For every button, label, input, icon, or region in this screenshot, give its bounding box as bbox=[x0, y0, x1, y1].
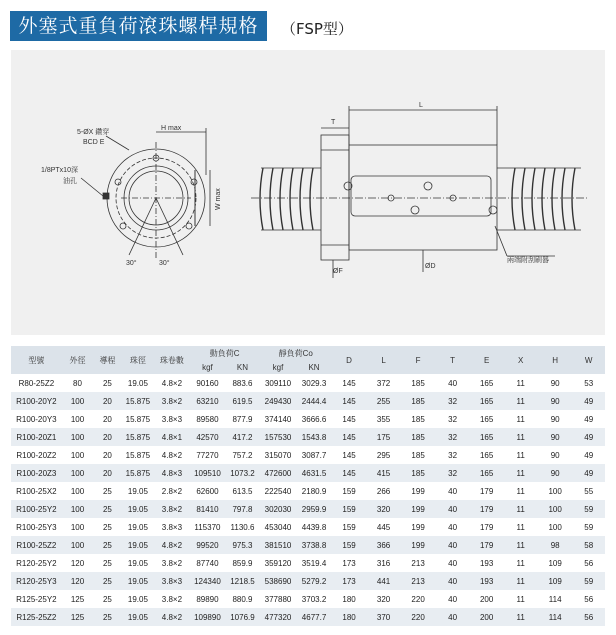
table-cell: 25 bbox=[93, 608, 121, 626]
table-cell: 11 bbox=[503, 608, 538, 626]
table-cell: 40 bbox=[435, 518, 470, 536]
label-angle-right: 30° bbox=[159, 260, 170, 267]
table-cell: 19.05 bbox=[122, 590, 154, 608]
table-cell: 222540 bbox=[260, 482, 297, 500]
table-cell: 49 bbox=[572, 428, 605, 446]
table-cell: 165 bbox=[470, 410, 504, 428]
table-cell: 5279.2 bbox=[296, 572, 332, 590]
table-cell: 374140 bbox=[260, 410, 297, 428]
table-cell: 975.3 bbox=[225, 536, 260, 554]
table-cell: 185 bbox=[401, 374, 436, 392]
table-cell: 19.05 bbox=[122, 572, 154, 590]
table-row bbox=[11, 464, 605, 482]
col-lead: 導程 bbox=[93, 346, 121, 374]
table-cell: 40 bbox=[435, 554, 470, 572]
table-row bbox=[11, 392, 605, 410]
table-cell: 157530 bbox=[260, 428, 297, 446]
table-cell: 220 bbox=[401, 608, 436, 626]
table-cell: 4631.5 bbox=[296, 464, 332, 482]
table-cell: 32 bbox=[435, 428, 470, 446]
col-h: H bbox=[538, 346, 573, 374]
table-cell: 883.6 bbox=[225, 374, 260, 392]
table-cell: 3519.4 bbox=[296, 554, 332, 572]
table-cell: R100-20Z2 bbox=[11, 446, 62, 464]
table-cell: 453040 bbox=[260, 518, 297, 536]
table-cell: 109 bbox=[538, 572, 573, 590]
col-od: 外徑 bbox=[62, 346, 93, 374]
table-cell: 120 bbox=[62, 554, 93, 572]
label-bcd: BCD E bbox=[83, 139, 105, 146]
spec-table-body bbox=[11, 374, 605, 626]
table-cell: 179 bbox=[470, 518, 504, 536]
table-cell: 77270 bbox=[190, 446, 226, 464]
col-f: F bbox=[401, 346, 436, 374]
table-cell: 165 bbox=[470, 464, 504, 482]
table-cell: 145 bbox=[332, 392, 367, 410]
table-cell: 185 bbox=[401, 464, 436, 482]
table-cell: 200 bbox=[470, 590, 504, 608]
table-cell: 32 bbox=[435, 392, 470, 410]
table-cell: 477320 bbox=[260, 608, 297, 626]
table-cell: 757.2 bbox=[225, 446, 260, 464]
table-cell: 19.05 bbox=[122, 518, 154, 536]
table-cell: 11 bbox=[503, 590, 538, 608]
table-cell: 125 bbox=[62, 590, 93, 608]
table-cell: 20 bbox=[93, 464, 121, 482]
col-stat-kn: KN bbox=[296, 360, 332, 374]
table-cell: 4.8×2 bbox=[154, 608, 190, 626]
table-cell: 199 bbox=[401, 482, 436, 500]
col-ball: 珠徑 bbox=[122, 346, 154, 374]
table-cell: 417.2 bbox=[225, 428, 260, 446]
table-cell: R125-25Y2 bbox=[11, 590, 62, 608]
table-cell: 199 bbox=[401, 518, 436, 536]
col-d: D bbox=[332, 346, 367, 374]
col-turns: 珠卷數 bbox=[154, 346, 190, 374]
table-cell: 99520 bbox=[190, 536, 226, 554]
table-cell: 199 bbox=[401, 500, 436, 518]
table-cell: 619.5 bbox=[225, 392, 260, 410]
table-cell: 355 bbox=[366, 410, 401, 428]
table-cell: 20 bbox=[93, 446, 121, 464]
col-dynamic-load: 動負荷C bbox=[190, 346, 260, 360]
table-cell: R100-25Y3 bbox=[11, 518, 62, 536]
table-cell: 11 bbox=[503, 446, 538, 464]
table-cell: 87740 bbox=[190, 554, 226, 572]
table-cell: 125 bbox=[62, 608, 93, 626]
table-cell: 80 bbox=[62, 374, 93, 392]
table-cell: 381510 bbox=[260, 536, 297, 554]
table-row bbox=[11, 590, 605, 608]
table-cell: 100 bbox=[62, 482, 93, 500]
label-wiper: 兩端附刮刷器 bbox=[507, 257, 549, 264]
table-cell: 49 bbox=[572, 392, 605, 410]
table-row bbox=[11, 482, 605, 500]
table-row bbox=[11, 536, 605, 554]
table-row bbox=[11, 428, 605, 446]
table-cell: 115370 bbox=[190, 518, 226, 536]
table-cell: 109 bbox=[538, 554, 573, 572]
table-cell: 4.8×3 bbox=[154, 464, 190, 482]
table-cell: 309110 bbox=[260, 374, 297, 392]
table-cell: 59 bbox=[572, 500, 605, 518]
table-row bbox=[11, 374, 605, 392]
table-cell: 193 bbox=[470, 554, 504, 572]
table-cell: 58 bbox=[572, 536, 605, 554]
table-cell: 3.8×2 bbox=[154, 590, 190, 608]
table-row bbox=[11, 608, 605, 626]
table-cell: 315070 bbox=[260, 446, 297, 464]
table-cell: 3.8×3 bbox=[154, 410, 190, 428]
table-cell: 100 bbox=[62, 518, 93, 536]
table-cell: 859.9 bbox=[225, 554, 260, 572]
table-cell: 15.875 bbox=[122, 392, 154, 410]
table-cell: 145 bbox=[332, 446, 367, 464]
spec-table-wrapper bbox=[11, 346, 605, 626]
table-cell: 3.8×3 bbox=[154, 518, 190, 536]
table-cell: 11 bbox=[503, 374, 538, 392]
table-cell: R125-25Z2 bbox=[11, 608, 62, 626]
table-cell: 4.8×2 bbox=[154, 446, 190, 464]
table-cell: 175 bbox=[366, 428, 401, 446]
table-cell: R100-25Z2 bbox=[11, 536, 62, 554]
label-oil-hole: 油孔 bbox=[63, 178, 77, 185]
col-model: 型號 bbox=[11, 346, 62, 374]
table-cell: 20 bbox=[93, 392, 121, 410]
col-x: X bbox=[503, 346, 538, 374]
table-cell: 19.05 bbox=[122, 374, 154, 392]
table-cell: 90 bbox=[538, 374, 573, 392]
label-wmax: W max bbox=[215, 188, 222, 210]
table-cell: 185 bbox=[401, 446, 436, 464]
table-cell: 11 bbox=[503, 518, 538, 536]
table-cell: 63210 bbox=[190, 392, 226, 410]
table-cell: 370 bbox=[366, 608, 401, 626]
table-cell: 3087.7 bbox=[296, 446, 332, 464]
table-cell: 11 bbox=[503, 392, 538, 410]
table-cell: 56 bbox=[572, 590, 605, 608]
label-hmax: H max bbox=[161, 125, 182, 132]
table-cell: 11 bbox=[503, 554, 538, 572]
table-cell: 3.8×3 bbox=[154, 572, 190, 590]
label-holes: 5-ØX 鑽穿 bbox=[77, 129, 110, 136]
table-row bbox=[11, 554, 605, 572]
table-cell: 4.8×1 bbox=[154, 428, 190, 446]
table-cell: 25 bbox=[93, 554, 121, 572]
table-cell: 40 bbox=[435, 500, 470, 518]
table-cell: 15.875 bbox=[122, 464, 154, 482]
col-l: L bbox=[366, 346, 401, 374]
table-cell: 25 bbox=[93, 518, 121, 536]
table-cell: 179 bbox=[470, 482, 504, 500]
table-cell: R120-25Y2 bbox=[11, 554, 62, 572]
table-cell: 114 bbox=[538, 590, 573, 608]
table-cell: 173 bbox=[332, 554, 367, 572]
table-cell: 199 bbox=[401, 536, 436, 554]
table-cell: 159 bbox=[332, 482, 367, 500]
table-cell: R80-25Z2 bbox=[11, 374, 62, 392]
table-cell: 42570 bbox=[190, 428, 226, 446]
table-cell: 316 bbox=[366, 554, 401, 572]
table-row bbox=[11, 518, 605, 536]
table-cell: 19.05 bbox=[122, 500, 154, 518]
table-cell: 25 bbox=[93, 590, 121, 608]
table-cell: 15.875 bbox=[122, 410, 154, 428]
table-cell: 100 bbox=[538, 518, 573, 536]
table-cell: 100 bbox=[62, 392, 93, 410]
table-cell: 81410 bbox=[190, 500, 226, 518]
table-cell: 100 bbox=[62, 446, 93, 464]
table-cell: 15.875 bbox=[122, 428, 154, 446]
table-cell: 200 bbox=[470, 608, 504, 626]
table-cell: 32 bbox=[435, 410, 470, 428]
label-angle-left: 30° bbox=[126, 260, 137, 267]
table-cell: 25 bbox=[93, 482, 121, 500]
table-cell: 100 bbox=[62, 410, 93, 428]
col-w: W bbox=[572, 346, 605, 374]
table-cell: 4439.8 bbox=[296, 518, 332, 536]
table-cell: 220 bbox=[401, 590, 436, 608]
table-cell: 165 bbox=[470, 392, 504, 410]
table-cell: 90 bbox=[538, 446, 573, 464]
drawing-svg bbox=[11, 50, 605, 335]
table-cell: 165 bbox=[470, 428, 504, 446]
table-cell: 185 bbox=[401, 392, 436, 410]
table-cell: 880.9 bbox=[225, 590, 260, 608]
table-cell: 3.8×2 bbox=[154, 392, 190, 410]
page-title: 外塞式重負荷滾珠螺桿規格 bbox=[10, 11, 267, 41]
table-cell: 3666.6 bbox=[296, 410, 332, 428]
table-cell: 255 bbox=[366, 392, 401, 410]
table-cell: 100 bbox=[62, 536, 93, 554]
table-cell: 266 bbox=[366, 482, 401, 500]
table-cell: 100 bbox=[62, 428, 93, 446]
table-cell: R100-25X2 bbox=[11, 482, 62, 500]
table-cell: 320 bbox=[366, 590, 401, 608]
table-cell: 40 bbox=[435, 572, 470, 590]
table-cell: R120-25Y3 bbox=[11, 572, 62, 590]
table-cell: 11 bbox=[503, 482, 538, 500]
table-cell: 2180.9 bbox=[296, 482, 332, 500]
table-cell: 165 bbox=[470, 374, 504, 392]
col-t: T bbox=[435, 346, 470, 374]
table-cell: 320 bbox=[366, 500, 401, 518]
table-cell: 59 bbox=[572, 572, 605, 590]
table-cell: 193 bbox=[470, 572, 504, 590]
table-cell: 40 bbox=[435, 590, 470, 608]
table-cell: R100-20Z3 bbox=[11, 464, 62, 482]
table-cell: 40 bbox=[435, 374, 470, 392]
table-cell: 56 bbox=[572, 554, 605, 572]
table-cell: 100 bbox=[62, 464, 93, 482]
table-cell: 249430 bbox=[260, 392, 297, 410]
table-cell: 90 bbox=[538, 410, 573, 428]
table-cell: 59 bbox=[572, 518, 605, 536]
table-cell: 114 bbox=[538, 608, 573, 626]
table-cell: 538690 bbox=[260, 572, 297, 590]
table-cell: 1218.5 bbox=[225, 572, 260, 590]
label-dia-d: ØD bbox=[425, 263, 436, 270]
table-cell: 32 bbox=[435, 446, 470, 464]
table-cell: 1073.2 bbox=[225, 464, 260, 482]
table-cell: 11 bbox=[503, 572, 538, 590]
table-cell: 4677.7 bbox=[296, 608, 332, 626]
table-cell: 145 bbox=[332, 428, 367, 446]
table-cell: 109510 bbox=[190, 464, 226, 482]
table-cell: 185 bbox=[401, 410, 436, 428]
table-cell: 2959.9 bbox=[296, 500, 332, 518]
label-oil-hole-size: 1/8PTx10深 bbox=[41, 167, 78, 174]
table-cell: 472600 bbox=[260, 464, 297, 482]
table-cell: 302030 bbox=[260, 500, 297, 518]
label-length-l: L bbox=[419, 102, 423, 109]
table-cell: 11 bbox=[503, 464, 538, 482]
table-row bbox=[11, 572, 605, 590]
table-cell: 90 bbox=[538, 392, 573, 410]
table-cell: 49 bbox=[572, 464, 605, 482]
table-cell: 2444.4 bbox=[296, 392, 332, 410]
table-cell: 109890 bbox=[190, 608, 226, 626]
table-cell: 613.5 bbox=[225, 482, 260, 500]
table-cell: 165 bbox=[470, 446, 504, 464]
table-cell: 55 bbox=[572, 482, 605, 500]
label-dia-f: ØF bbox=[333, 268, 343, 275]
table-row bbox=[11, 446, 605, 464]
table-cell: 445 bbox=[366, 518, 401, 536]
table-cell: 359120 bbox=[260, 554, 297, 572]
nut-side-view bbox=[251, 106, 589, 278]
table-cell: 40 bbox=[435, 482, 470, 500]
table-cell: 20 bbox=[93, 428, 121, 446]
label-length-t: T bbox=[331, 119, 336, 126]
table-cell: 19.05 bbox=[122, 608, 154, 626]
table-cell: 3.8×2 bbox=[154, 554, 190, 572]
table-cell: 90160 bbox=[190, 374, 226, 392]
table-cell: 11 bbox=[503, 410, 538, 428]
table-cell: 185 bbox=[401, 428, 436, 446]
table-cell: 56 bbox=[572, 608, 605, 626]
table-cell: 2.8×2 bbox=[154, 482, 190, 500]
table-cell: R100-20Y2 bbox=[11, 392, 62, 410]
table-cell: 159 bbox=[332, 536, 367, 554]
table-cell: 100 bbox=[538, 500, 573, 518]
table-cell: 19.05 bbox=[122, 536, 154, 554]
table-cell: 100 bbox=[538, 482, 573, 500]
col-static-load: 靜負荷Co bbox=[260, 346, 332, 360]
table-cell: 1076.9 bbox=[225, 608, 260, 626]
table-cell: R100-25Y2 bbox=[11, 500, 62, 518]
table-cell: 90 bbox=[538, 428, 573, 446]
table-cell: 3029.3 bbox=[296, 374, 332, 392]
table-cell: 124340 bbox=[190, 572, 226, 590]
table-cell: 213 bbox=[401, 554, 436, 572]
table-cell: 159 bbox=[332, 500, 367, 518]
table-cell: 145 bbox=[332, 374, 367, 392]
table-cell: 1130.6 bbox=[225, 518, 260, 536]
table-cell: R100-20Y3 bbox=[11, 410, 62, 428]
table-cell: 25 bbox=[93, 572, 121, 590]
page-subtitle: （FSP型） bbox=[281, 20, 353, 38]
table-cell: 145 bbox=[332, 410, 367, 428]
col-stat-kgf: kgf bbox=[260, 360, 297, 374]
table-cell: 25 bbox=[93, 500, 121, 518]
table-cell: 20 bbox=[93, 410, 121, 428]
table-cell: 366 bbox=[366, 536, 401, 554]
table-cell: 797.8 bbox=[225, 500, 260, 518]
table-cell: 3738.8 bbox=[296, 536, 332, 554]
spec-table bbox=[11, 346, 605, 626]
technical-drawing bbox=[11, 50, 605, 335]
table-cell: 179 bbox=[470, 500, 504, 518]
table-cell: 32 bbox=[435, 464, 470, 482]
col-dyn-kgf: kgf bbox=[190, 360, 226, 374]
table-cell: R100-20Z1 bbox=[11, 428, 62, 446]
table-cell: 4.8×2 bbox=[154, 536, 190, 554]
table-cell: 179 bbox=[470, 536, 504, 554]
table-cell: 19.05 bbox=[122, 482, 154, 500]
table-cell: 100 bbox=[62, 500, 93, 518]
table-cell: 49 bbox=[572, 446, 605, 464]
table-row bbox=[11, 410, 605, 428]
table-cell: 90 bbox=[538, 464, 573, 482]
table-row bbox=[11, 500, 605, 518]
table-cell: 25 bbox=[93, 536, 121, 554]
flange-end-view bbox=[81, 128, 210, 258]
table-cell: 415 bbox=[366, 464, 401, 482]
table-cell: 40 bbox=[435, 608, 470, 626]
col-e: E bbox=[470, 346, 504, 374]
table-cell: 15.875 bbox=[122, 446, 154, 464]
table-cell: 159 bbox=[332, 518, 367, 536]
table-cell: 3703.2 bbox=[296, 590, 332, 608]
col-dyn-kn: KN bbox=[225, 360, 260, 374]
table-cell: 180 bbox=[332, 608, 367, 626]
table-cell: 372 bbox=[366, 374, 401, 392]
table-cell: 49 bbox=[572, 410, 605, 428]
table-cell: 173 bbox=[332, 572, 367, 590]
table-cell: 145 bbox=[332, 464, 367, 482]
table-cell: 295 bbox=[366, 446, 401, 464]
table-cell: 1543.8 bbox=[296, 428, 332, 446]
table-cell: 89890 bbox=[190, 590, 226, 608]
table-cell: 213 bbox=[401, 572, 436, 590]
table-cell: 11 bbox=[503, 500, 538, 518]
table-cell: 180 bbox=[332, 590, 367, 608]
table-cell: 62600 bbox=[190, 482, 226, 500]
table-cell: 40 bbox=[435, 536, 470, 554]
table-cell: 877.9 bbox=[225, 410, 260, 428]
table-cell: 53 bbox=[572, 374, 605, 392]
table-cell: 89580 bbox=[190, 410, 226, 428]
table-cell: 11 bbox=[503, 428, 538, 446]
table-cell: 3.8×2 bbox=[154, 500, 190, 518]
table-cell: 441 bbox=[366, 572, 401, 590]
table-cell: 98 bbox=[538, 536, 573, 554]
table-cell: 377880 bbox=[260, 590, 297, 608]
table-cell: 19.05 bbox=[122, 554, 154, 572]
table-cell: 4.8×2 bbox=[154, 374, 190, 392]
table-cell: 120 bbox=[62, 572, 93, 590]
table-cell: 11 bbox=[503, 536, 538, 554]
table-cell: 25 bbox=[93, 374, 121, 392]
